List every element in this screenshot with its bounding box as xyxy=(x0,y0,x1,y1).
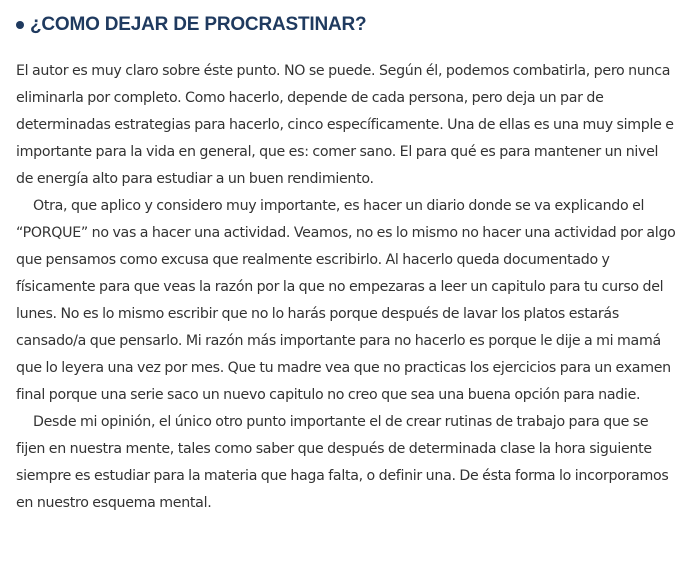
section-title: ¿COMO DEJAR DE PROCRASTINAR? xyxy=(30,14,367,35)
bullet-dot-icon xyxy=(16,21,24,29)
paragraph-2: Otra, que aplico y considero muy importante, es hacer un diario donde se va explicando el “PORQUE” no vas a hacer una actividad. Veamos, no es lo mismo no hacer una actividad por algo que pensamos como excusa que realmente escribirlo. Al hacerlo queda documentado y físicamente para que veas la razón por la que no empezaras a leer un capitulo para tu curso del lunes. No es lo mismo escribir que no lo harás porque después de lavar los platos estarás cansado/a que pensarlo. Mi razón más importante para no hacerlo es porque le dije a mi mamá que lo leyera una vez por mes. Que tu madre vea que no practicas los ejercicios para un examen final porque una serie saco un nuevo capitulo no creo que sea una buena opción para nadie. xyxy=(16,198,676,403)
section-heading xyxy=(16,10,678,40)
paragraph-3: Desde mi opinión, el único otro punto importante el de crear rutinas de trabajo para que se fijen en nuestra mente, tales como saber que después de determinada clase la hora siguiente siempre es estudiar para la materia que haga falta, o definir una. De ésta forma lo incorporamos en nuestro esquema mental. xyxy=(16,414,669,511)
article xyxy=(16,10,678,517)
paragraph-1: El autor es muy claro sobre éste punto. NO se puede. Según él, podemos combatirla, pero nunca eliminarla por completo. Como hacerlo, depende de cada persona, pero deja un par de determinadas estrategias para hacerlo, cinco específicamente. Una de ellas es una muy simple e importante para la vida en general, que es: comer sano. El para qué es para mantener un nivel de energía alto para estudiar a un buen rendimiento. xyxy=(16,63,674,187)
